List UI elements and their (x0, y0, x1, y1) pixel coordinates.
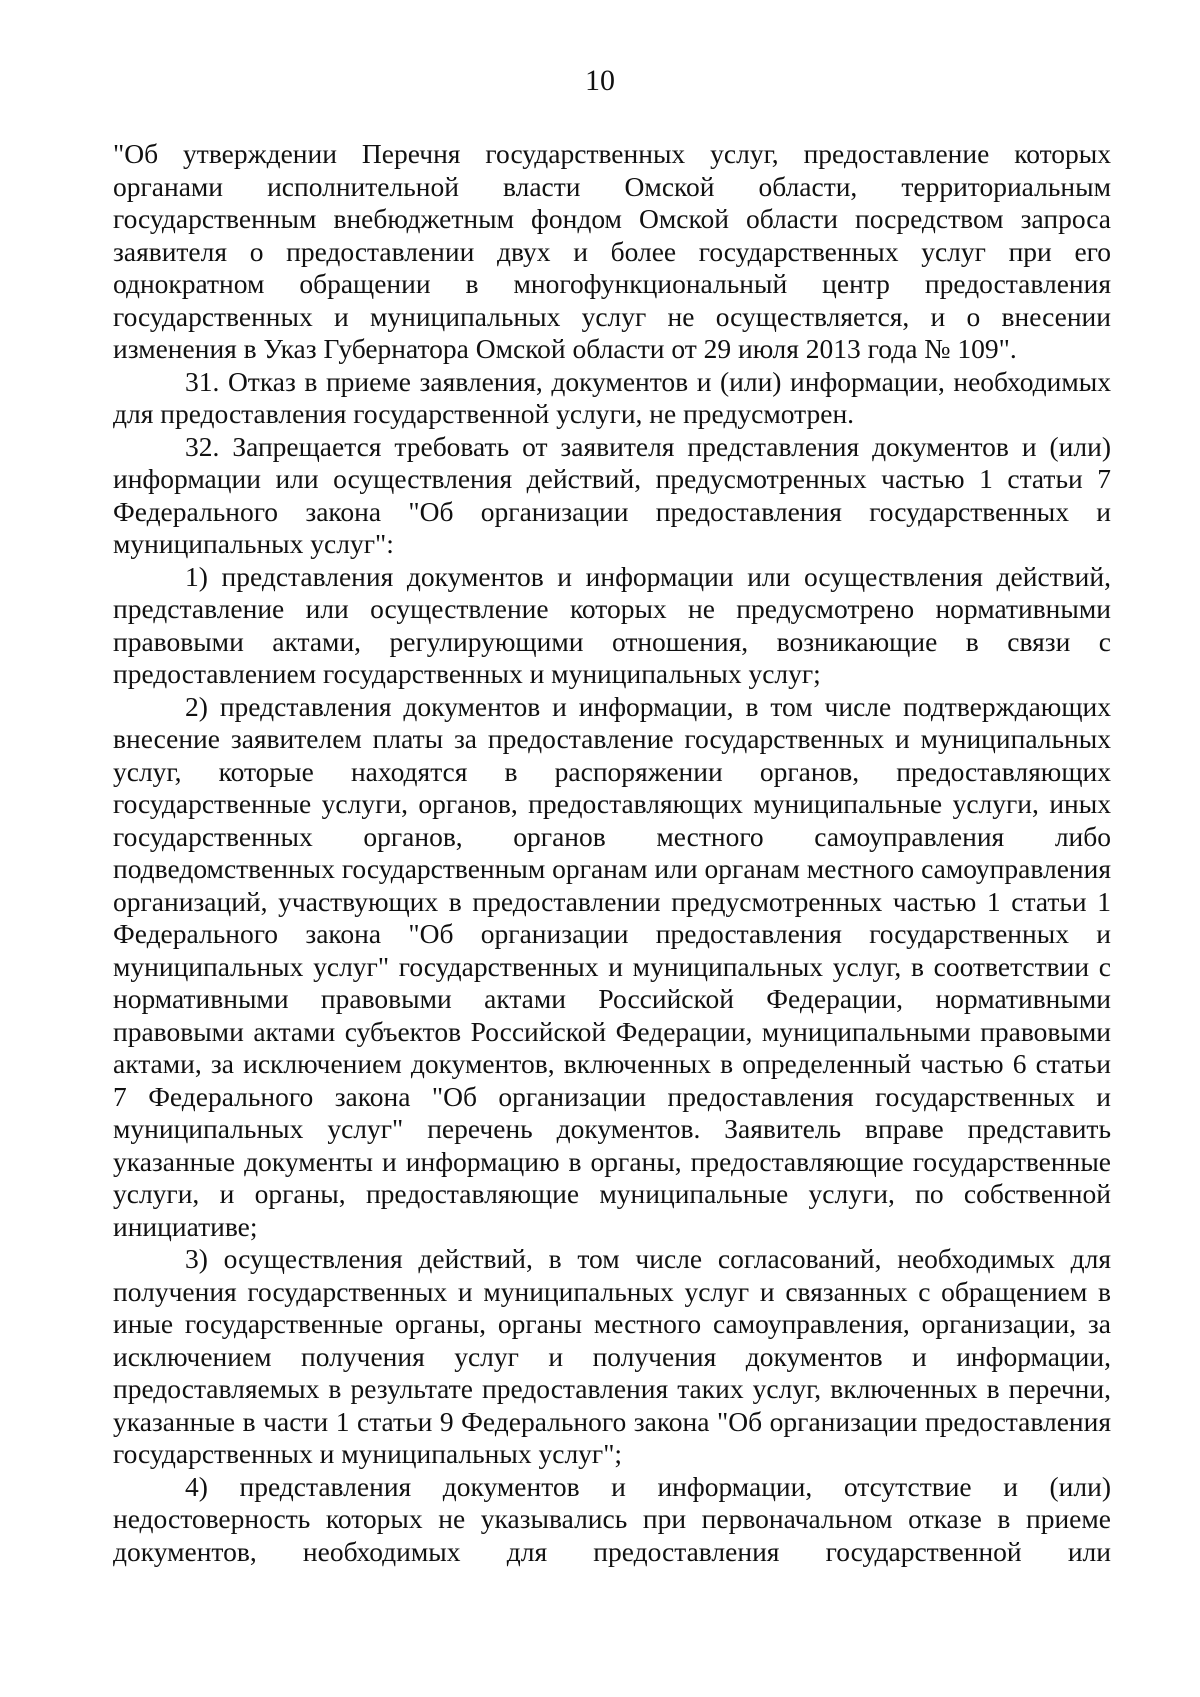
document-body (113, 138, 1111, 1568)
paragraph-32-item-2: 2) представления документов и информации, в том числе подтверждающих внесение заявителем платы за предоставление государственных и муниципальных услуг, которые находятся в распоряжении органов, предоставляющих государственные услуги, органов, предоставляющих муниципальные услуги, иных государственных органов, органов местного самоуправления либо подведомственных государственным органам или органам местного самоуправления организаций, участвующих в предоставлении предусмотренных частью 1 статьи 1 Федерального закона "Об организации предоставления государственных и муниципальных услуг" государственных и муниципальных услуг, в соответствии с нормативными правовыми актами Российской Федерации, нормативными правовыми актами субъектов Российской Федерации, муниципальными правовыми актами, за исключением документов, включенных в определенный частью 6 статьи 7 Федерального закона "Об организации предоставления государственных и муниципальных услуг" перечень документов. Заявитель вправе представить указанные документы и информацию в органы, предоставляющие государственные услуги, и органы, предоставляющие муниципальные услуги, по собственной инициативе; (113, 690, 1111, 1242)
paragraph-decree-title-continuation: "Об утверждении Перечня государственных услуг, предоставление которых органами исполнительной власти Омской области, территориальным государственным внебюджетным фондом Омской области посредством запроса заявителя о предоставлении двух и более государственных услуг при его однократном обращении в многофункциональный центр предоставления государственных и муниципальных услуг не осуществляется, и о внесении изменения в Указ Губернатора Омской области от 29 июля 2013 года № 109". (113, 138, 1111, 364)
paragraph-32-item-4: 4) представления документов и информации, отсутствие и (или) недостоверность которых не указывались при первоначальном отказе в приеме документов, необходимых для предоставления государственной или (113, 1470, 1111, 1567)
paragraph-31: 31. Отказ в приеме заявления, документов и (или) информации, необходимых для предоставления государственной услуги, не предусмотрен. (113, 365, 1111, 429)
paragraph-32: 32. Запрещается требовать от заявителя представления документов и (или) информации или осуществления действий, предусмотренных частью 1 статьи 7 Федерального закона "Об организации предоставления государственных и муниципальных услуг": (113, 430, 1111, 559)
paragraph-32-item-1: 1) представления документов и информации или осуществления действий, представление или осуществление которых не предусмотрено нормативными правовыми актами, регулирующими отношения, возникающие в связи с предоставлением государственных и муниципальных услуг; (113, 560, 1111, 689)
paragraph-32-item-3: 3) осуществления действий, в том числе согласований, необходимых для получения государственных и муниципальных услуг и связанных с обращением в иные государственные органы, органы местного самоуправления, организации, за исключением получения услуг и получения документов и информации, предоставляемых в результате предоставления таких услуг, включенных в перечни, указанные в части 1 статьи 9 Федерального закона "Об организации предоставления государственных и муниципальных услуг"; (113, 1243, 1111, 1469)
page-number: 10 (585, 64, 615, 97)
